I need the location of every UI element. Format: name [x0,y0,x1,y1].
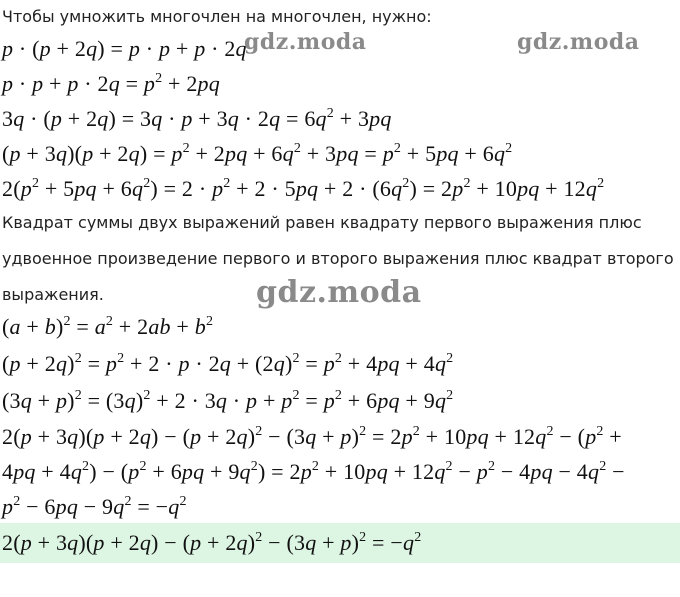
formula-line-8: $(3q + p)^2 = (3q)^2 + 2 \cdot 3q \cdot p + p^2 = p^2 + 6pq + 9q^2$ [2,388,454,413]
rule-text-line-1: Квадрат суммы двух выражений равен квадрату первого выражения плюс [2,213,642,232]
formula-line-2: $p \cdot p + p \cdot 2q = p^2 + 2pq$ [2,71,220,96]
formula-line-1: p · (p + 2q) = p · p + p · 2q [2,36,247,61]
formula-line-11: $p^2 - 6pq - 9q^2 = -q^2$ [2,494,187,519]
formula-line-10: $4pq + 4q^2) - (p^2 + 6pq + 9q^2) = 2p^2 + 10pq + 12q^2 - p^2 - 4pq - 4q^2$ − [2,459,625,484]
rule-text-line-3: выражения. [2,285,104,304]
watermark-top-left: gdz.moda [244,29,367,55]
formula-line-6: $(a + b)^2 = a^2 + 2ab + b^2$ [2,314,214,339]
watermark-top-right: gdz.moda [517,29,640,55]
rule-text-line-2: удвоенное произведение первого и второго выражения плюс квадрат второго [2,249,674,268]
formula-line-7: $(p + 2q)^2 = p^2 + 2 \cdot p \cdot 2q + (2q)^2 = p^2 + 4pq + 4q^2$ [2,351,454,376]
watermark-middle: gdz.moda [256,275,422,310]
intro-text: Чтобы умножить многочлен на многочлен, нужно: [2,7,432,26]
formula-line-9: $2(p + 3q)(p + 2q) - (p + 2q)^2 - (3q + p)^2 = 2p^2 + 10pq + 12q^2 - (p^2$ + [2,424,622,449]
formula-line-4: $(p + 3q)(p + 2q) = p^2 + 2pq + 6q^2 + 3pq = p^2 + 5pq + 6q^2$ [2,141,513,166]
final-answer-formula: $2(p + 3q)(p + 2q) - (p + 2q)^2 - (3q + p)^2 = -q^2$ [2,530,422,555]
formula-line-5: $2(p^2 + 5pq + 6q^2) = 2 \cdot p^2 + 2 \cdot 5pq + 2 \cdot (6q^2) = 2p^2 + 10pq + 12q^2$ [2,176,605,201]
formula-line-3: $3q \cdot (p + 2q) = 3q \cdot p + 3q \cdot 2q = 6q^2 + 3pq$ [2,106,392,131]
